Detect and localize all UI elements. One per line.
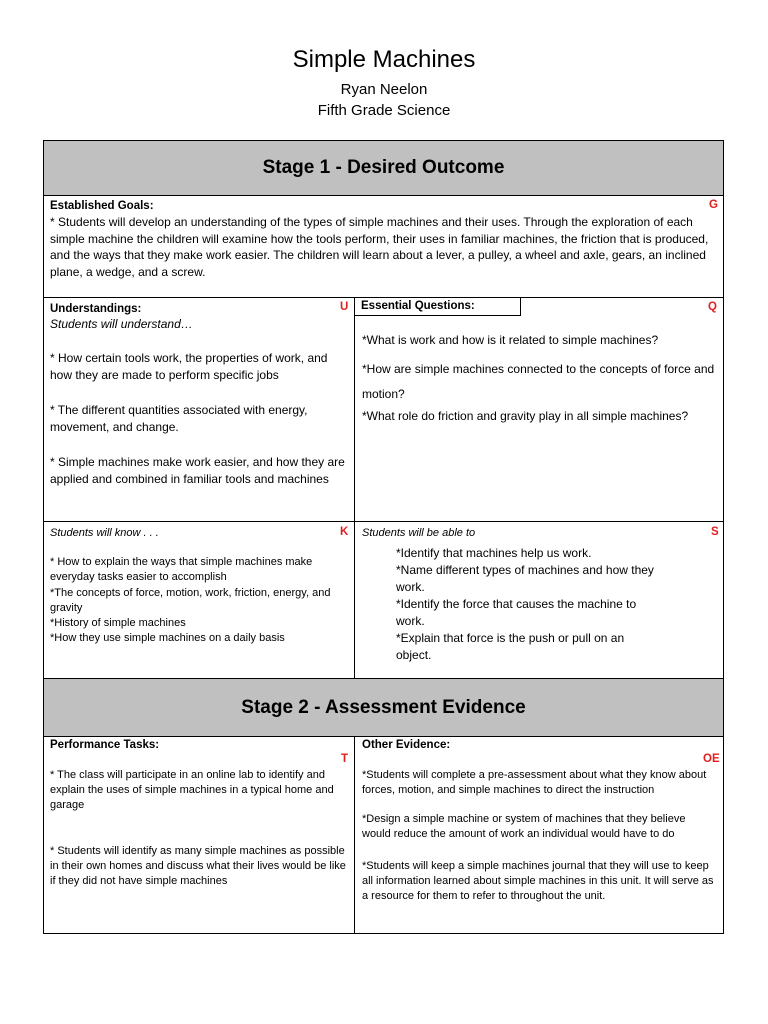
know-item: *History of simple machines [50,617,186,629]
know-item: *How they use simple machines on a daily basis [50,632,285,644]
able-item: *Identify the force that causes the machine to work. [396,597,637,628]
able-item: *Name different types of machines and how they work. [396,563,654,594]
author-name: Ryan Neelon [340,81,428,98]
other-evidence-item: *Design a simple machine or system of machines that they believe would reduce the amount of work an individual would have to do [362,813,686,840]
understanding-item: * Simple machines make work easier, and how they are applied and combined in familiar tools and machines [50,455,345,486]
performance-label: Performance Tasks: [50,739,160,751]
goals-code: G [709,199,718,211]
stage1-title: Stage 1 - Desired Outcome [44,141,723,196]
able-item: *Explain that force is the push or pull on an object. [396,631,625,662]
know-item: * How to explain the ways that simple machines make everyday tasks easier to accomplish [50,556,313,583]
divider [44,521,723,522]
performance-item: * The class will participate in an online lab to identify and explain the uses of simple machines in a typical home and garage [50,769,334,811]
questions-code: Q [708,301,717,313]
know-item: *The concepts of force, motion, work, friction, energy, and gravity [50,587,331,614]
stage2-title: Stage 2 - Assessment Evidence [44,678,723,737]
know-label: Students will know . . . [50,527,159,539]
able-item: *Identify that machines help us work. [396,546,592,560]
understandings-intro: Students will understand… [50,317,193,331]
column-divider [354,736,355,933]
understanding-item: * How certain tools work, the properties of work, and how they are made to perform specific jobs [50,351,328,382]
performance-item: * Students will identify as many simple machines as possible in their own homes and discuss what their lives would be like if they did not have simple machines [50,845,346,887]
understanding-item: * The different quantities associated with energy, movement, and change. [50,403,308,434]
essential-questions-label: Essential Questions: [354,297,521,316]
question-item: *What is work and how is it related to simple machines? [362,333,659,347]
understandings-label: Understandings: [50,303,142,315]
question-item: *What role do friction and gravity play in all simple machines? [362,409,689,423]
column-divider [354,297,355,678]
other-evidence-label: Other Evidence: [362,739,451,751]
other-evidence-item: *Students will complete a pre-assessment about what they know about forces, motion, and simple machines to direct the instruction [362,769,707,796]
other-evidence-item: *Students will keep a simple machines journal that they will use to keep all information learned about simple machines in this unit. It will serve as a resource for them to refer to throughout the unit. [362,860,714,902]
goals-text: * Students will develop an understanding of the types of simple machines and their uses. Through the exploration of each simple machine the children will examine how the tools perform, their uses in familiar machines, the friction that is produced, and the ways that they make work easier. The children will learn about a lever, a pulley, a wheel and axle, gears, an inclined plane, a wedge, and a screw. [50,215,709,279]
able-label: Students will be able to [362,527,476,539]
understandings-code: U [340,301,349,313]
know-code: K [340,526,349,538]
able-code: S [711,526,719,538]
performance-code: T [341,753,349,765]
document-title: Simple Machines [292,46,476,73]
question-item: *How are simple machines connected to the concepts of force and motion? [362,362,715,401]
ubd-template-table [43,140,724,934]
goals-label: Established Goals: [50,200,154,212]
course-name: Fifth Grade Science [317,102,451,119]
other-evidence-code: OE [703,753,720,765]
